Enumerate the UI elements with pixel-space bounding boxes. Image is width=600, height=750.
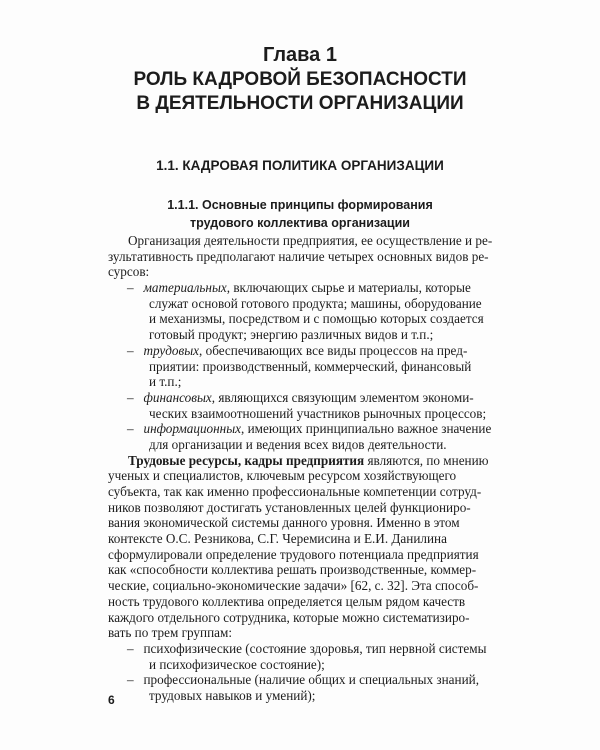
text-line: приятии: производственный, коммерческий, финансовый <box>149 358 472 374</box>
dash-marker: – <box>127 389 134 405</box>
text-line: ческих взаимоотношений участников рыночных процессов; <box>149 405 487 421</box>
subsection-title-line: 1.1.1. Основные принципы формирования <box>167 198 433 212</box>
text-line: готовый продукт; энергию различных видов и т.п.; <box>149 327 434 343</box>
text-line: для организации и ведения всех видов деятельности. <box>149 436 447 452</box>
list-term: материальных <box>143 280 227 296</box>
dash-marker: – <box>127 280 134 296</box>
list-text: , являющихся связующим элементом экономи- <box>211 389 474 405</box>
text-line: и механизмы, посредством и с помощью которых создается <box>149 311 484 327</box>
page-number: 6 <box>108 693 115 707</box>
text-line: ческие, социально-экономические задачи» [62, с. 32]. Эта способ- <box>108 578 479 594</box>
text-line: зультативность предполагают наличие четырех основных видов ре- <box>108 248 489 264</box>
text-line: ность трудового коллектива определяется целым рядом качеств <box>108 593 466 609</box>
text-line: Организация деятельности предприятия, ее осуществление и ре- <box>128 233 493 248</box>
text-line: служат основой готового продукта; машины, оборудование <box>149 295 482 311</box>
list-item-psychophysical <box>108 641 510 657</box>
list-text: профессиональные (наличие общих и специальных знаний, <box>143 672 479 688</box>
text-line: сформулировали определение трудового потенциала предприятия <box>108 546 479 562</box>
text-line: трудовых навыков и умений); <box>149 687 316 703</box>
list-text: психофизические (состояние здоровья, тип нервной системы <box>143 640 487 656</box>
text-line: сурсов: <box>108 264 150 280</box>
chapter-number: Глава 1 <box>262 44 337 66</box>
list-term: трудовых <box>143 342 200 358</box>
bold-term: Трудовые ресурсы, кадры предприятия <box>128 452 365 468</box>
subsection-title-line: трудового коллектива организации <box>190 216 410 230</box>
text-line: ников позволяют достигать установленных целей функциониро- <box>108 499 471 515</box>
dash-marker: – <box>127 342 134 358</box>
text-line: ученых и специалистов, ключевым ресурсом хозяйствующего <box>108 468 457 484</box>
list-item-labor <box>108 343 510 359</box>
paragraph-start <box>108 453 510 469</box>
chapter-title-line: В ДЕЯТЕЛЬНОСТИ ОРГАНИЗАЦИИ <box>136 93 464 114</box>
text-line: и т.п.; <box>149 374 182 390</box>
text-line: вания экономической системы данного уровня. Именно в этом <box>108 515 460 531</box>
list-term: информационных <box>143 421 241 437</box>
list-text: , включающих сырье и материалы, которые <box>226 280 471 296</box>
list-item-materials <box>108 280 510 296</box>
subsection-title <box>0 196 600 232</box>
text-line: как «способности коллектива решать производственные, коммер- <box>108 562 477 578</box>
dash-marker: – <box>127 421 134 437</box>
list-term: финансовых <box>143 389 212 405</box>
section-title: 1.1. КАДРОВАЯ ПОЛИТИКА ОРГАНИЗАЦИИ <box>156 158 444 173</box>
list-item-financial <box>108 390 510 406</box>
list-text: , обеспечивающих все виды процессов на пред- <box>199 342 468 358</box>
text-line: вать по трем группам: <box>108 625 232 641</box>
list-text: , имеющих принципиально важное значение <box>241 421 492 437</box>
chapter-title <box>0 68 600 116</box>
text-line: каждого отдельного сотрудника, которые можно систематизиро- <box>108 609 470 625</box>
dash-marker: – <box>127 640 134 656</box>
chapter-title-line: РОЛЬ КАДРОВОЙ БЕЗОПАСНОСТИ <box>133 69 467 90</box>
list-item-information <box>108 421 510 437</box>
text-line: и психофизическое состояние); <box>149 656 325 672</box>
dash-marker: – <box>127 672 134 688</box>
body-text <box>108 233 510 704</box>
text-line: контексте О.С. Резникова, С.Г. Черемисина и Е.И. Данилина <box>108 531 447 547</box>
paragraph-text: являются, по мнению <box>364 452 489 468</box>
text-line: субъекта, так как именно профессиональные компетенции сотруд- <box>108 484 482 499</box>
list-item-professional <box>108 672 510 688</box>
